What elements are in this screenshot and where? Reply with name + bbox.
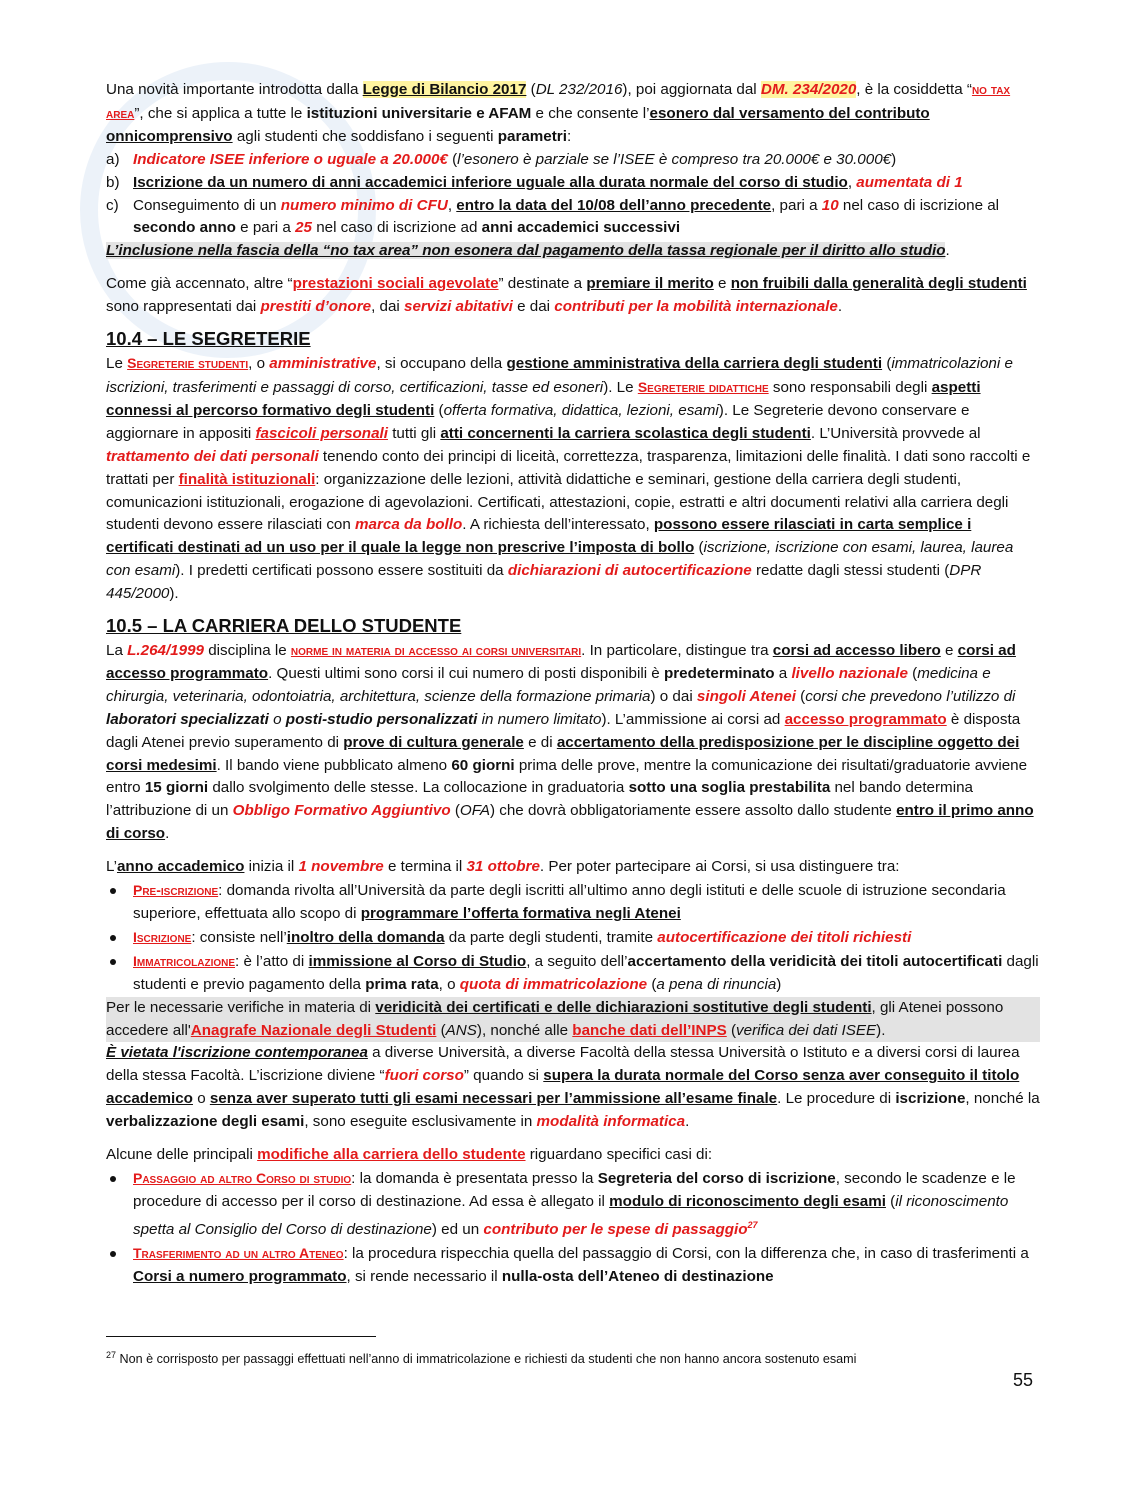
bullet-trasferimento: Trasferimento ad un altro Ateneo: la procedura rispecchia quella del passaggio di Corsi, con la differenza che, in caso di trasferimenti a Corsi a numero programmato, si rende necessario il nulla-osta dell’Ateneo di destinazione (106, 1242, 1040, 1289)
paragraph-iscrizione-contemporanea: È vietata l'iscrizione contemporanea a diverse Università, a diverse Facoltà della stessa Università o Istituto e a diversi corsi di laurea della stessa Facoltà. L’iscrizione diviene “fuori corso” quando si supera la durata normale del Corso senza aver conseguito il titolo accademico o senza aver superato tutti gli esami necessari per l’ammissione all’esame finale. Le procedure di iscrizione, nonché la verbalizzazione degli esami, sono eseguite esclusivamente in modalità informatica. (106, 1044, 1040, 1131)
bullet-icon (110, 1176, 116, 1182)
list-item-a: a) Indicatore ISEE inferiore o uguale a 20.000€ (l’esonero è parziale se l’ISEE è compreso tra 20.000€ e 30.000€) (106, 150, 897, 168)
paragraph-carriera: La L.264/1999 disciplina le norme in materia di accesso ai corsi universitari. In particolare, distingue tra corsi ad accesso libero e corsi ad accesso programmato. Questi ultimi sono corsi il cui numero di posti disponibili è predeterminato a livello nazionale (medicina e chirurgia, veterinaria, odontoiatria, architettura, scienze della formazione primaria) o dai singoli Atenei (corsi che prevedono l’utilizzo di laboratori specializzati o posti-studio personalizzati in numero limitato). L’ammissione ai corsi ad accesso programmato è disposta dagli Atenei previo superamento di prove di cultura generale e di accertamento della predisposizione per le discipline oggetto dei corsi medesimi. Il bando viene pubblicato almeno 60 giorni prima delle prove, mentre la comunicazione dei risultati/graduatorie avviene entro 15 giorni dallo svolgimento delle stesse. La collocazione in graduatoria sotto una soglia prestabilita nel bando determina l’attribuzione di un Obbligo Formativo Aggiuntivo (OFA) che dovrà obbligatoriamente essere assolto dallo studente entro il primo anno di corso. (106, 642, 1034, 843)
footnote-separator (106, 1336, 376, 1337)
page-number: 55 (1013, 1370, 1034, 1390)
bullet-iscrizione: Iscrizione: consiste nell’inoltro della domanda da parte degli studenti, tramite autocertificazione dei titoli richiesti (106, 926, 1040, 950)
bullet-immatricolazione: Immatricolazione: è l’atto di immissione al Corso di Studio, a seguito dell’accertamento della veridicità dei titoli autocertificati dagli studenti e previo pagamento della prima rata, o quota di immatricolazione (a pena di rinuncia) (106, 950, 1040, 997)
paragraph-modifiche: Alcune delle principali modifiche alla carriera dello studente riguardano specifici casi di: (106, 1146, 713, 1164)
list-item-b: b) Iscrizione da un numero di anni accademici inferiore uguale alla durata normale del corso di studio, aumentata di 1 (106, 173, 963, 191)
heading-10-5: 10.5 – LA CARRIERA DELLO STUDENTE (106, 615, 462, 637)
list-item-c: c) Conseguimento di un numero minimo di CFU, entro la data del 10/08 dell’anno precedente, pari a 10 nel caso di iscrizione al secondo anno e pari a 25 nel caso di iscrizione ad anni accademici successivi (106, 196, 1000, 237)
paragraph-segreterie: Le Segreterie studenti, o amministrative, si occupano della gestione amministrativa della carriera degli studenti (immatricolazioni e iscrizioni, trasferimenti e passaggi di corso, certificazioni, tasse ed esoneri). Le Segreterie didattiche sono responsabili degli aspetti connessi al percorso formativo degli studenti (offerta formativa, didattica, lezioni, esami). Le Segreterie devono conservare e aggiornare in appositi fascicoli personali tutti gli atti concernenti la carriera scolastica degli studenti. L’Università provvede al trattamento dei dati personali tenendo conto dei principi di liceità, correttezza, trasparenza, limitazioni delle finalità. I dati sono raccolti e trattati per finalità istituzionali: organizzazione delle lezioni, attività didattiche e seminari, gestione della carriera degli studenti, comunicazioni istituzionali, erogazione di agevolazioni. Certificati, attestazioni, copie, estratti e altri documenti relativi alla carriera degli studenti devono essere rilasciati con marca da bollo. A richiesta dell’interessato, possono essere rilasciati in carta semplice i certificati destinati ad un uso per il quale la legge non prescrive l’imposta di bollo (iscrizione, iscrizione con esami, laurea, laurea con esami). I predetti certificati possono essere sostituiti da dichiarazioni di autocertificazione redatte dagli stessi studenti (DPR 445/2000). (106, 355, 1031, 603)
paragraph-prestazioni: Come già accennato, altre “prestazioni sociali agevolate” destinate a premiare il merito e non fruibili dalla generalità degli studenti sono rappresentati dai prestiti d’onore, dai servizi abitativi e dai contributi per la mobilità internazionale. (106, 275, 1027, 316)
bullet-icon (110, 935, 116, 941)
footnote-ref[interactable]: 27 (747, 1219, 758, 1230)
paragraph-verifiche: Per le necessarie verifiche in materia di veridicità dei certificati e delle dichiarazioni sostitutive degli studenti, gli Atenei possono accedere all'Anagrafe Nazionale degli Studenti (ANS), nonché alle banche dati dell’INPS (verifica dei dati ISEE). (106, 997, 1040, 1043)
bullet-icon (110, 959, 116, 965)
paragraph-no-tax-area: Una novità importante introdotta dalla Legge di Bilancio 2017 (DL 232/2016), poi aggiornata dal DM. 234/2020, è la cosiddetta “no tax area”, che si applica a tutte le istituzioni universitarie e AFAM e che consente l’esonero dal versamento del contributo onnicomprensivo agli studenti che soddisfano i seguenti parametri: (106, 81, 1011, 145)
bullet-icon (110, 1251, 116, 1257)
bullet-icon (110, 888, 116, 894)
heading-10-4: 10.4 – LE SEGRETERIE (106, 328, 311, 350)
bullet-passaggio: Passaggio ad altro Corso di studio: la domanda è presentata presso la Segreteria del corso di iscrizione, secondo le scadenze e le procedure di accesso per il corso di destinazione. Ad essa è allegato il modulo di riconoscimento degli esami (il riconoscimento spetta al Consiglio del Corso di destinazione) ed un contributo per le spese di passaggio$^{27}$ (106, 1167, 1040, 1242)
paragraph-tassa-regionale: L’inclusione nella fascia della “no tax area” non esonera dal pagamento della tassa regionale per il diritto allo studio. (106, 242, 950, 260)
footnote: $^{27}$ Non è corrisposto per passaggi effettuati nell’anno di immatricolazione e richiesti da studenti che non hanno ancora sostenuto esami (106, 1350, 857, 1367)
paragraph-anno-accademico: L’anno accademico inizia il 1 novembre e termina il 31 ottobre. Per poter partecipare ai Corsi, si usa distinguere tra: (106, 858, 900, 876)
bullet-pre-iscrizione: Pre-iscrizione: domanda rivolta all’Università da parte degli iscritti all’ultimo anno degli istituti e delle scuole di istruzione secondaria superiore, effettuata allo scopo di programmare l’offerta formativa negli Atenei (106, 879, 1040, 926)
document-body (106, 78, 1040, 1289)
